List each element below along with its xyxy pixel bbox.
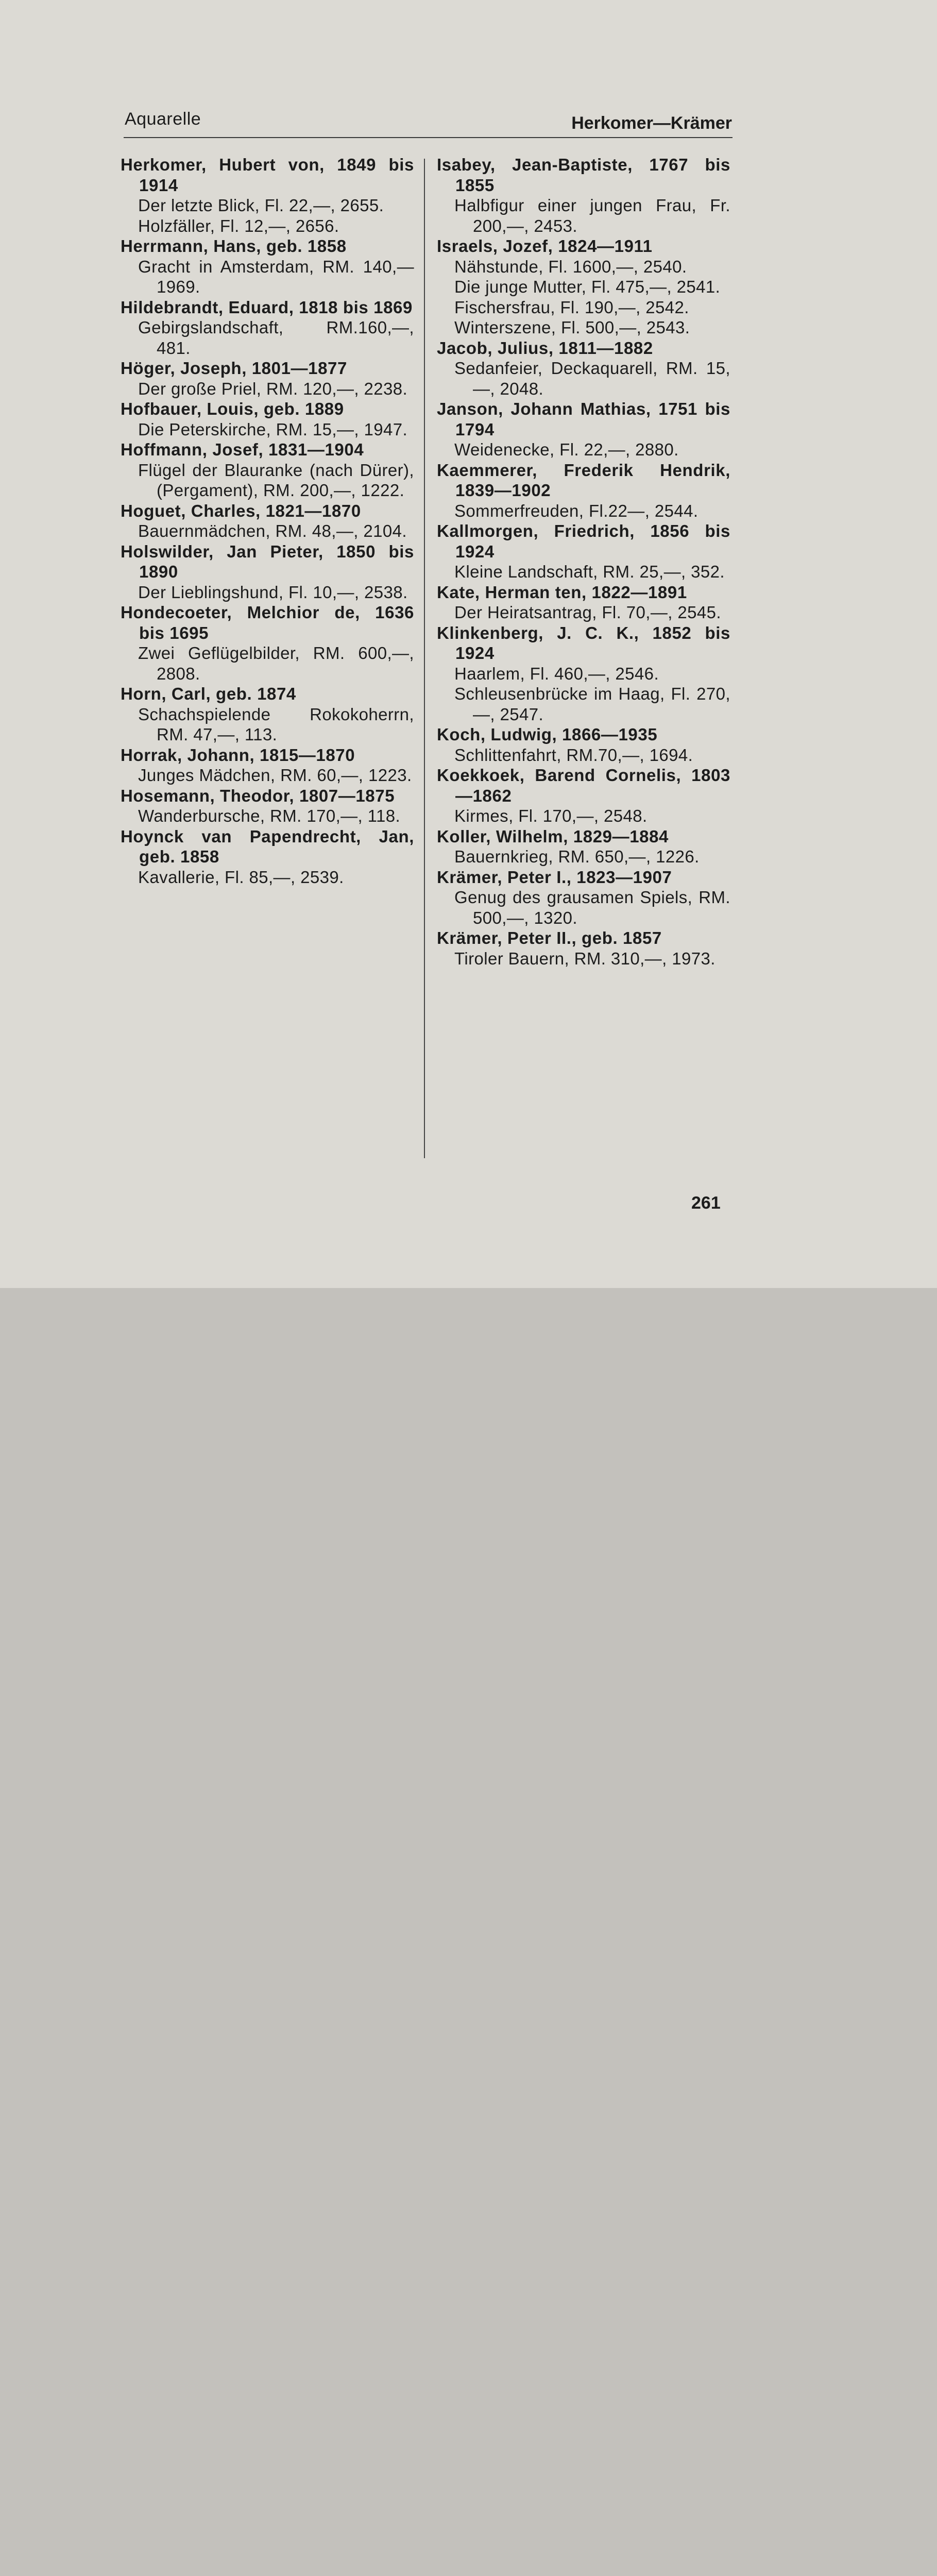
left-column [121, 155, 414, 887]
index-entry [437, 724, 730, 765]
artist-name: Israels, Jozef, 1824—1911 [437, 236, 653, 256]
index-entry [437, 765, 730, 826]
header-rule [124, 137, 732, 138]
artwork-entry: Holzfäller, Fl. 12,—, 2656. [138, 216, 339, 235]
artwork-entry: Junges Mädchen, RM. 60,—, 1223. [138, 766, 412, 785]
artwork-entry: Winterszene, Fl. 500,—, 2543. [454, 318, 690, 337]
artist-name: Holswilder, Jan Pieter, 1850 bis 1890 [121, 541, 414, 581]
artwork-entry: Der Lieblingshund, Fl. 10,—, 2538. [138, 582, 408, 602]
artist-name: Isabey, Jean-Baptiste, 1767 bis 1855 [437, 155, 730, 195]
artwork-entry: Halbfigur einer jungen Frau, Fr. 200,—, 2453. [454, 196, 730, 235]
artwork-entry: Gracht in Amsterdam, RM. 140,— 1969. [138, 257, 414, 296]
artwork-entry: Bauernkrieg, RM. 650,—, 1226. [454, 847, 700, 866]
viewer-footer [0, 1288, 937, 1375]
artist-name: Koller, Wilhelm, 1829—1884 [437, 826, 669, 846]
index-entry [437, 826, 730, 867]
artwork-entry: Tiroler Bauern, RM. 310,—, 1973. [454, 948, 715, 968]
artwork-entry: Nähstunde, Fl. 1600,—, 2540. [454, 257, 687, 276]
artist-name: Klinkenberg, J. C. K., 1852 bis 1924 [437, 623, 730, 663]
index-entry [121, 786, 414, 826]
artwork-entry: Weidenecke, Fl. 22,—, 2880. [454, 440, 679, 459]
index-entry [121, 358, 414, 399]
artist-name: Herkomer, Hubert von, 1849 bis 1914 [121, 155, 414, 195]
index-entry [437, 399, 730, 460]
artwork-entry: Flügel der Blauranke (nach Dürer), (Pergament), RM. 200,—, 1222. [138, 460, 414, 500]
index-entry [121, 684, 414, 745]
artwork-entry: Schleusenbrücke im Haag, Fl. 270,—, 2547. [454, 684, 730, 724]
artwork-entry: Schlittenfahrt, RM.70,—, 1694. [454, 745, 693, 765]
artist-name: Hoguet, Charles, 1821—1870 [121, 501, 361, 520]
index-entry [121, 439, 414, 501]
index-entry [437, 236, 730, 338]
artist-name: Janson, Johann Mathias, 1751 bis 1794 [437, 399, 730, 439]
index-entry [121, 745, 414, 786]
index-entry [121, 541, 414, 603]
artist-name: Höger, Joseph, 1801—1877 [121, 359, 347, 378]
artwork-entry: Schachspielende Rokokoherrn, RM. 47,—, 113. [138, 704, 414, 744]
index-entry [437, 582, 730, 623]
artwork-entry: Kavallerie, Fl. 85,—, 2539. [138, 867, 344, 887]
running-header-left: Aquarelle [125, 109, 201, 129]
artist-name: Jacob, Julius, 1811—1882 [437, 338, 653, 358]
index-entry [121, 155, 414, 236]
artist-name: Horn, Carl, geb. 1874 [121, 684, 296, 703]
column-divider [424, 159, 425, 1158]
artwork-entry: Wanderbursche, RM. 170,—, 118. [138, 806, 401, 825]
artwork-entry: Zwei Geflügelbilder, RM. 600,—, 2808. [138, 643, 414, 683]
artist-name: Kaemmerer, Frederik Hendrik, 1839—1902 [437, 460, 730, 500]
index-entry [437, 867, 730, 928]
artwork-entry: Sedanfeier, Deckaquarell, RM. 15,—, 2048. [454, 359, 730, 398]
artist-name: Kate, Herman ten, 1822—1891 [437, 582, 687, 602]
artist-name: Krämer, Peter I., 1823—1907 [437, 867, 672, 887]
artwork-entry: Genug des grausamen Spiels, RM. 500,—, 1320. [454, 888, 730, 927]
artist-name: Kallmorgen, Friedrich, 1856 bis 1924 [437, 521, 730, 561]
running-header-right: Herkomer—Krämer [571, 113, 732, 133]
artist-name: Hondecoeter, Melchior de, 1636 bis 1695 [121, 603, 414, 642]
artwork-entry: Die junge Mutter, Fl. 475,—, 2541. [454, 277, 721, 296]
artist-name: Horrak, Johann, 1815—1870 [121, 745, 355, 765]
artwork-entry: Der letzte Blick, Fl. 22,—, 2655. [138, 196, 384, 215]
artist-name: Herrmann, Hans, geb. 1858 [121, 236, 347, 256]
index-entry [121, 501, 414, 541]
index-entry [121, 236, 414, 297]
index-entry [437, 338, 730, 399]
artwork-entry: Der Heiratsantrag, Fl. 70,—, 2545. [454, 603, 721, 622]
artist-name: Koch, Ludwig, 1866—1935 [437, 725, 658, 744]
artist-name: Koekkoek, Barend Cornelis, 1803—1862 [437, 766, 730, 805]
index-entry [437, 155, 730, 236]
artwork-entry: Sommerfreuden, Fl.22—, 2544. [454, 501, 699, 520]
index-entry [121, 297, 414, 359]
artwork-entry: Gebirgslandschaft, RM.160,—, 481. [138, 318, 414, 358]
artist-name: Hildebrandt, Eduard, 1818 bis 1869 [121, 297, 413, 317]
index-entry [121, 399, 414, 439]
index-entry [121, 602, 414, 684]
artist-name: Krämer, Peter II., geb. 1857 [437, 928, 662, 947]
index-entry [437, 521, 730, 582]
page-number: 261 [691, 1193, 721, 1213]
index-entry [437, 460, 730, 521]
index-entry [121, 826, 414, 888]
artist-name: Hofbauer, Louis, geb. 1889 [121, 399, 344, 418]
artist-name: Hosemann, Theodor, 1807—1875 [121, 786, 395, 805]
artwork-entry: Haarlem, Fl. 460,—, 2546. [454, 664, 659, 683]
artwork-entry: Bauernmädchen, RM. 48,—, 2104. [138, 521, 407, 540]
artist-name: Hoffmann, Josef, 1831—1904 [121, 440, 364, 459]
artwork-entry: Die Peterskirche, RM. 15,—, 1947. [138, 419, 408, 439]
artwork-entry: Der große Priel, RM. 120,—, 2238. [138, 379, 408, 398]
index-entry [437, 623, 730, 725]
artwork-entry: Fischersfrau, Fl. 190,—, 2542. [454, 297, 689, 317]
index-entry [437, 928, 730, 969]
artist-name: Hoynck van Papendrecht, Jan, geb. 1858 [121, 826, 414, 866]
artwork-entry: Kleine Landschaft, RM. 25,—, 352. [454, 562, 725, 581]
artwork-entry: Kirmes, Fl. 170,—, 2548. [454, 806, 648, 825]
right-column [437, 155, 730, 969]
